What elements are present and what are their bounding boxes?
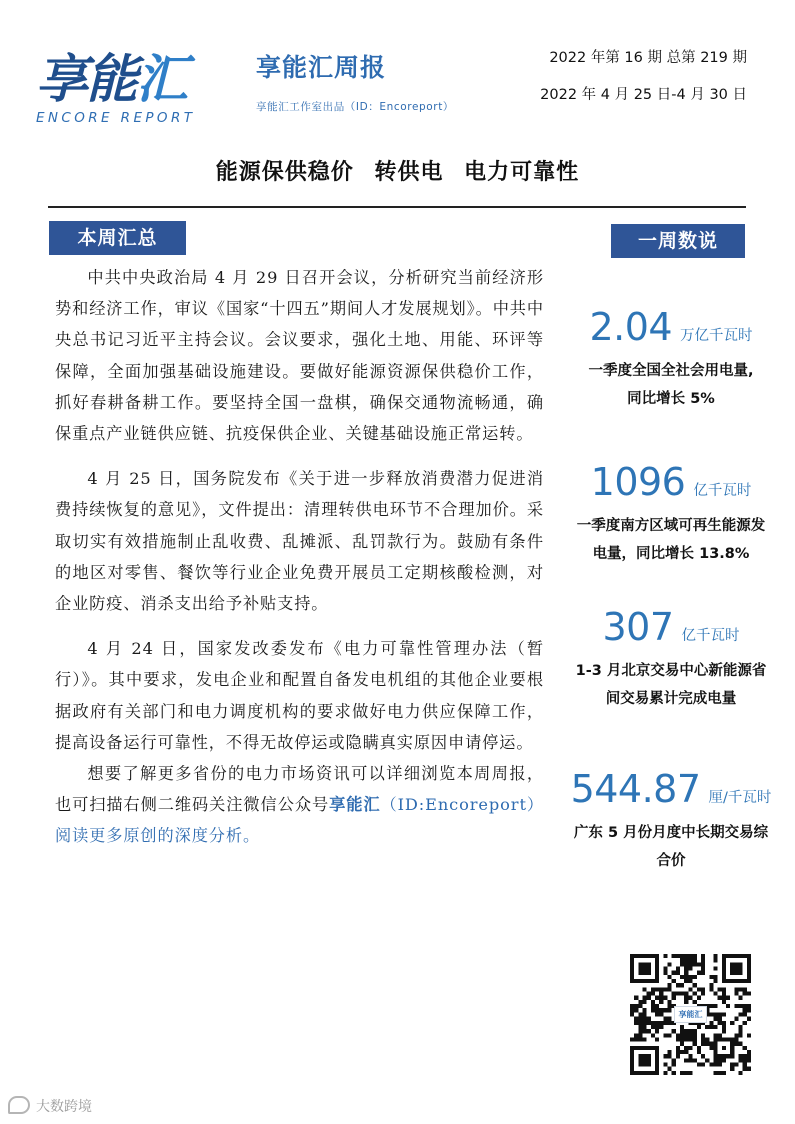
issue-date-range: 2022 年 4 月 25 日-4 月 30 日	[540, 87, 747, 103]
watermark	[8, 1096, 92, 1116]
article-paragraph: 中共中央政治局 4 月 29 日召开会议，分析研究当前经济形势和经济工作，审议《国家“十四五”期间人才发展规划》。中共中央总书记习近平主持会议。会议要求，强化土地、用能、环评等保障，全面加强基础设施建设。要做好能源资源保供稳价工作，抓好春耕备耕工作。要坚持全国一盘棋，确保交通物流畅通，确保重点产业链供应链、抗疫保供企业、关键基础设施正常运转。	[55, 268, 544, 444]
encore-logo	[36, 52, 226, 132]
headline-part: 电力可靠性	[464, 160, 580, 185]
numbers-section-label: 一周数说	[611, 224, 745, 258]
watermark-text: 大数跨境	[36, 1099, 92, 1115]
stat-card	[560, 460, 782, 568]
stat-description: 广东 5 月份月度中长期交易综 合价	[573, 825, 769, 869]
stat-value: 307	[602, 605, 674, 649]
chat-bubble-icon	[8, 1096, 30, 1114]
stat-unit: 万亿千瓦时	[680, 328, 753, 344]
closing-id-text: （ID:Encoreport）阅读更多原创的深度分析。	[55, 795, 544, 846]
headline-part: 能源保供稳价	[215, 160, 354, 185]
header-divider	[48, 206, 746, 208]
stat-card	[560, 767, 782, 875]
headline	[0, 155, 795, 186]
stat-value: 2.04	[589, 305, 673, 349]
stat-description: 一季度全国全社会用电量, 同比增长 5%	[588, 363, 754, 407]
headline-part: 转供电	[374, 160, 444, 185]
weekly-summary-article	[55, 262, 544, 852]
logo-mark: 享能汇	[36, 50, 187, 110]
qr-logo-badge: 享能汇	[674, 1006, 707, 1023]
stat-card	[560, 305, 782, 413]
logo-subtitle: ENCORE REPORT	[36, 110, 196, 126]
stat-unit: 厘/千瓦时	[708, 790, 772, 806]
wechat-qr-code[interactable]	[630, 954, 751, 1075]
stat-unit: 亿千瓦时	[681, 628, 740, 644]
summary-section-label: 本周汇总	[49, 221, 186, 255]
stat-description: 1-3 月北京交易中心新能源省 间交易累计完成电量	[575, 663, 767, 707]
brand-link[interactable]: 享能汇	[329, 795, 381, 815]
article-closing-paragraph	[55, 758, 544, 852]
publication-title: 享能汇周报	[256, 53, 387, 82]
article-paragraph: 4 月 25 日，国务院发布《关于进一步释放消费潜力促进消费持续恢复的意见》，文件提出：清理转供电环节不合理加价。采取切实有效措施制止乱收费、乱摊派、乱罚款行为。鼓励有条件的地区对零售、餐饮等行业企业免费开展员工定期核酸检测，对企业防疫、消杀支出给予补贴支持。	[55, 469, 544, 614]
stat-card	[560, 605, 782, 713]
publication-subtitle: 享能汇工作室出品（ID：Encoreport）	[256, 101, 455, 113]
issue-number: 2022 年第 16 期 总第 219 期	[549, 50, 747, 66]
article-paragraph: 4 月 24 日，国家发改委发布《电力可靠性管理办法（暂行）》。其中要求，发电企业和配置自备发电机组的其他企业要根据政府有关部门和电力调度机构的要求做好电力供应保障工作，提高设备运行可靠性，不得无故停运或隐瞒真实原因申请停运。	[55, 639, 544, 752]
stat-unit: 亿千瓦时	[693, 483, 752, 499]
closing-text: 想要了解更多省份的电力市场资讯可以详细浏览本周周报，也可扫描右侧二维码关注微信公众号	[55, 764, 544, 815]
stat-value: 1096	[590, 460, 686, 504]
stat-description: 一季度南方区域可再生能源发 电量，同比增长 13.8%	[576, 518, 766, 562]
stat-value: 544.87	[570, 767, 701, 811]
